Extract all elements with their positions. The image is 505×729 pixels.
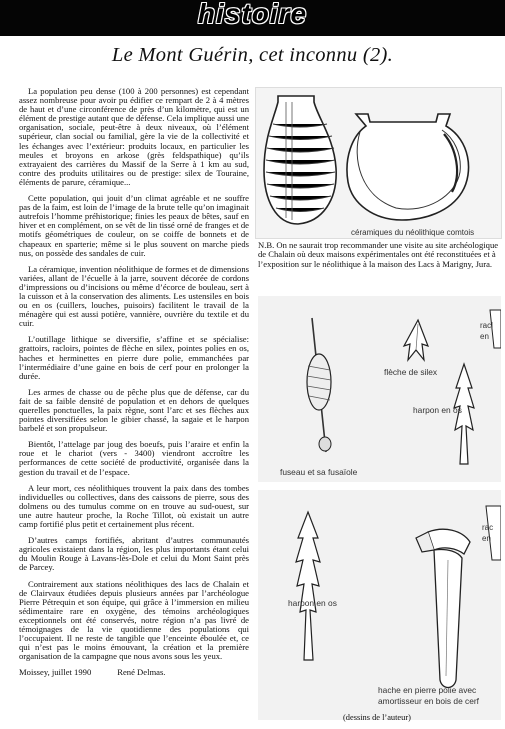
edge-label: racl <box>480 321 493 330</box>
tools-drawing-bottom <box>258 490 501 720</box>
paragraph: L’outillage lithique se diversifie, s’affine et se spécialise: grattoirs, racloirs, pointes de flèche en silex, pointes polies en os, haches et herminettes en pierre dure polie, emmanchées par l’intermédiaire d’une gaine en bois de cerf pour en prolonger la durée. <box>19 334 249 381</box>
tools-figure <box>258 296 501 482</box>
ceramics-drawing <box>256 88 501 238</box>
harpoon-caption-2: harpon en os <box>288 598 337 608</box>
article-body <box>19 87 249 684</box>
paragraph: Bientôt, l’attelage par joug des boeufs, puis l’araire et enfin la roue et le chariot (vers - 3400) viendront accroître les performances de cette société de productivité, organisée dans la gestion du travail et de l’espace. <box>19 439 249 477</box>
tools-figure-bottom <box>258 490 501 720</box>
tools-drawing <box>258 296 501 482</box>
axe-caption-line2: amortisseur en bois de cerf <box>378 696 480 706</box>
harpoon-caption-1: harpon en os <box>413 405 462 415</box>
paragraph: Cette population, qui jouit d’un climat agréable et ne souffre pas de la faim, est loin de l’image de la brute telle qu’on imaginait autrefois l’homme préhistorique; finies les peaux de bêtes, sauf en hiver et en complément, on se vêt de lin tissé orné de franges et de motifs géométriques de couleur, on se coiffe de bonnets et de chapeaux en sparterie; même si le plus souvent on marche pieds nus, on possède des sandales de cuir. <box>19 193 249 258</box>
ceramics-caption: céramiques du néolithique comtois <box>351 228 475 237</box>
signature-place-date: Moissey, juillet 1990 <box>19 667 92 678</box>
paragraph: Les armes de chasse ou de pêche plus que de défense, car du fait de sa faible densité de population et en dehors de quelques querelles ponctuelles, la paix règne, sont l’arc et ses flèches aux pointes diversifiées selon le gibier chassé, la sagaie et le harpon barbelé et son propulseur. <box>19 386 249 434</box>
edge-label: en <box>480 332 489 341</box>
spindle-caption: fuseau et sa fusaïole <box>280 467 358 477</box>
edge-label: en <box>482 534 491 543</box>
axe-caption-line1: hache en pierre polie avec <box>378 685 477 695</box>
paragraph: La céramique, invention néolithique de formes et de dimensions variées, allant de l’écuelle à la jarre, souvent décorée de cordons d’impressions ou d’incisions ou même d’écorce de bouleau, sert à la cuisson et à la conservation des aliments. Les ustensiles en bois ou en os (cuillers, louches, puisoirs) facilitent le travail de la ménagère qui est aussi potière, vannière, ouvrière du textile et du cuir. <box>19 263 249 329</box>
paragraph: D’autres camps fortifiés, abritant d’autres communautés agricoles existaient dans la région, les plus importants étant celui du Moulin Rouge à Lavans-lès-Dole et celui du Mont Saint près de Parcey. <box>19 535 249 573</box>
ceramics-figure <box>255 87 502 239</box>
paragraph: Contrairement aux stations néolithiques des lacs de Chalain et de Clairvaux étudiées depuis plusieurs années par l’archéologue Pierre Pétrequin et son équipe, qui grâce à l’immersion en milieu sédimentaire rare en oxygène, des témoins archéologiques exceptionnels ont été conservés, notre région n’a pas livré de témoignages de la vie quotidienne des populations qui l’occupaient. Il ne reste de tangible que l’enceinte éboulée et, ce qui n’est pas le moins émouvant, la création et la première organisation de la campagne que nous avons sous les yeux. <box>19 578 249 662</box>
section-heading: histoire <box>197 0 308 29</box>
nb-note: N.B. On ne saurait trop recommander une visite au site archéologique de Chalain où deux maisons expérimentales ont été reconstituées et à l’exposition sur le néolithique à la maison des Lacs à Marigny, Jura. <box>258 240 499 269</box>
arrow-caption: flèche de silex <box>384 367 438 377</box>
signature-name: René Delmas. <box>117 667 166 678</box>
paragraph: A leur mort, ces néolithiques trouvent la paix dans des tombes individuelles ou collectives, dans des caissons de pierre, sous des dolmens ou des tumulus comme on en trouve au sud-ouest, sur une autre hauteur proche, la Roche Tillot, où existait un autre camp fortifié plus petit et certainement plus récent. <box>19 482 249 530</box>
edge-label: rac <box>482 523 494 532</box>
section-banner <box>0 0 505 36</box>
paragraph: La population peu dense (100 à 200 personnes) est cependant assez nombreuse pour avoir pu édifier ce rempart de 2 à 4 mètres de haut et d’une circonférence de près d’un kilomètre, qui est un élément de prestige autant que de défense. Cela implique aussi une organisation, sociale, peut-être à deux niveaux, où l’élément supérieur, clan social ou familial, gère la vie de la collectivité et les échanges avec l’extérieur: produits locaux, en particulier les meules et broyons en arkose (grès feldspathique) qu’ils extrayaient des carrières du Massif de la Serre à 1 km au sud, contre des produits utilitaires ou de prestige: silex de Touraine, éléments de parure, céramique... <box>19 86 249 187</box>
drawings-credit: (dessins de l’auteur) <box>343 713 411 722</box>
signature <box>19 668 249 677</box>
article-title: Le Mont Guérin, cet inconnu (2). <box>111 44 394 66</box>
